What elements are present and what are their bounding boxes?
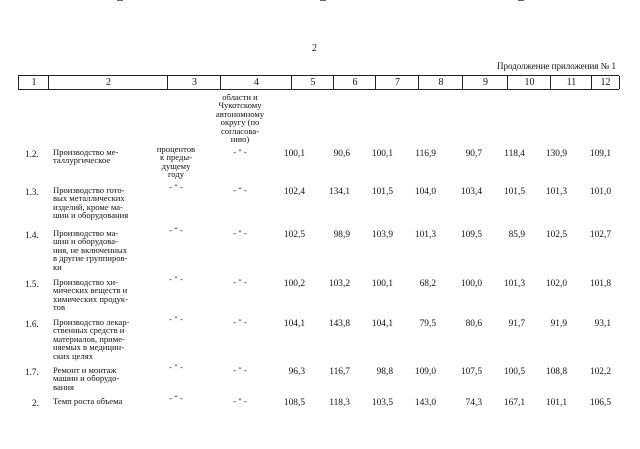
row-value: 68,2: [419, 279, 436, 289]
col-header: 5: [291, 76, 334, 89]
scan-mark: [518, 0, 524, 1]
row-value: 74,3: [465, 398, 482, 408]
row-unit: - " -: [169, 314, 183, 324]
row-value: 103,2: [328, 279, 350, 289]
row-source: - " -: [233, 228, 247, 238]
row-value: 108,8: [545, 367, 567, 377]
row-value: 118,3: [329, 398, 350, 408]
row-value: 101,3: [503, 279, 525, 289]
scan-mark: [117, 0, 123, 1]
row-number: 2.: [32, 398, 39, 408]
row-value: 101,3: [414, 230, 436, 240]
col-header: 12: [591, 76, 620, 89]
row-value: 130,9: [545, 149, 567, 159]
col-header: 7: [375, 76, 419, 89]
row-source: - " -: [233, 365, 247, 375]
row-value: 106,5: [589, 398, 611, 408]
row-value: 80,6: [465, 319, 482, 329]
row-value: 90,7: [465, 149, 482, 159]
row-name: Ремонт и монтаж машин и оборудо- вания: [53, 365, 120, 392]
col-header: 6: [333, 76, 376, 89]
row-value: 104,0: [414, 187, 436, 197]
row-unit: - " -: [169, 182, 183, 192]
continuation-label: Продолжение приложения № 1: [496, 61, 616, 71]
row-value: 118,4: [504, 149, 525, 159]
row-value: 100,1: [283, 149, 305, 159]
row-value: 143,0: [414, 398, 436, 408]
row-value: 98,9: [333, 230, 350, 240]
col-header: 1: [18, 76, 49, 89]
row-value: 96,3: [288, 367, 305, 377]
row-value: 91,9: [550, 319, 567, 329]
row-unit: - " -: [169, 225, 183, 235]
row-unit: процентов к преды- дущему году: [156, 144, 196, 180]
row-name: Производство хи- мических веществ и химических продук- тов: [53, 277, 128, 313]
row-value: 100,1: [371, 279, 393, 289]
row-value: 90,6: [333, 149, 350, 159]
row-value: 167,1: [503, 398, 525, 408]
col-header: 9: [462, 76, 508, 89]
col-header: 4: [220, 76, 292, 89]
col-header: 11: [550, 76, 592, 89]
row-value: 102,4: [283, 187, 305, 197]
row-unit: - " -: [169, 362, 183, 372]
row-number: 1.3.: [25, 187, 39, 197]
row-number: 1.2.: [25, 149, 39, 159]
row-number: 1.7.: [25, 367, 39, 377]
row-value: 101,5: [371, 187, 393, 197]
row-number: 1.5.: [25, 279, 39, 289]
row-source: - " -: [233, 147, 247, 157]
row-value: 143,8: [328, 319, 350, 329]
row-name: Производство гото- вых металлических изделий, кроме ма- шин и оборудования: [53, 185, 129, 221]
row-value: 85,9: [508, 230, 525, 240]
row-value: 104,1: [371, 319, 393, 329]
row-value: 91,7: [508, 319, 525, 329]
row-value: 101,3: [545, 187, 567, 197]
row-value: 101,5: [503, 187, 525, 197]
row-name: Производство ма- шин и оборудова- ния, не включенных в другие группиров- ки: [53, 228, 128, 272]
row-number: 1.6.: [25, 319, 39, 329]
row-source: - " -: [233, 185, 247, 195]
row-name: Производство лекар- ственных средств и материалов, приме- няемых в медицин- ских целях: [53, 317, 130, 361]
row-value: 101,8: [589, 279, 611, 289]
row-value: 103,5: [371, 398, 393, 408]
row-value: 102,2: [589, 367, 611, 377]
row-unit: - " -: [169, 274, 183, 284]
page-number: 2: [312, 43, 317, 54]
row-value: 100,2: [283, 279, 305, 289]
row-value: 98,8: [376, 367, 393, 377]
row-value: 104,1: [283, 319, 305, 329]
row-value: 100,5: [503, 367, 525, 377]
row-value: 100,0: [460, 279, 482, 289]
row-value: 103,9: [371, 230, 393, 240]
row-source: - " -: [233, 277, 247, 287]
row-value: 102,5: [545, 230, 567, 240]
row-value: 116,7: [329, 367, 350, 377]
row-value: 134,1: [328, 187, 350, 197]
row-source: - " -: [233, 396, 247, 406]
row-value: 102,7: [589, 230, 611, 240]
row-number: 1.4.: [25, 230, 39, 240]
row-value: 102,0: [545, 279, 567, 289]
row-source: - " -: [233, 317, 247, 327]
col-header: 3: [167, 76, 221, 89]
col-header: 2: [48, 76, 168, 89]
row-value: 108,5: [283, 398, 305, 408]
row-value: 101,0: [589, 187, 611, 197]
row-value: 107,5: [460, 367, 482, 377]
row-name: Темп роста объема: [53, 396, 123, 406]
row-value: 109,1: [589, 149, 611, 159]
row-value: 93,1: [594, 319, 611, 329]
unit-continued-text: области и Чукотскому автономному округу (по согласова- нию): [215, 92, 265, 145]
row-value: 103,4: [460, 187, 482, 197]
row-value: 116,9: [415, 149, 436, 159]
row-value: 100,1: [371, 149, 393, 159]
row-value: 101,1: [545, 398, 567, 408]
row-value: 102,5: [283, 230, 305, 240]
col-header: 8: [418, 76, 463, 89]
row-value: 109,5: [460, 230, 482, 240]
scan-mark: [320, 0, 326, 1]
row-name: Производство ме- таллургическое: [53, 147, 119, 166]
row-value: 79,5: [419, 319, 436, 329]
row-unit: - " -: [169, 393, 183, 403]
table-header-row: [18, 75, 619, 90]
row-value: 109,0: [414, 367, 436, 377]
col-header: 10: [507, 76, 551, 89]
